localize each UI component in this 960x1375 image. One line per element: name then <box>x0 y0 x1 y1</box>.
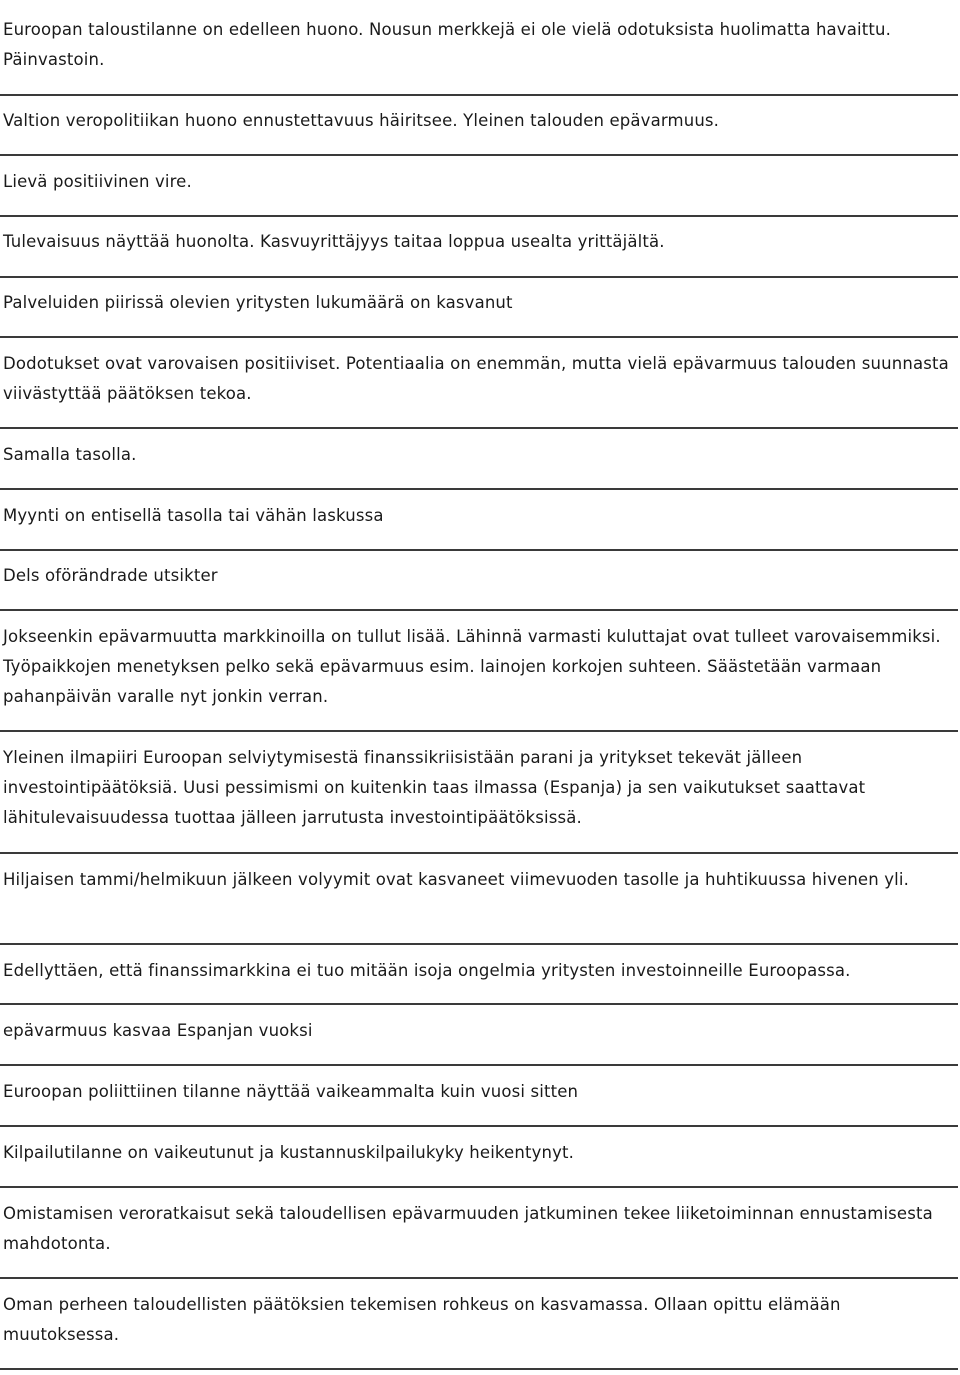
response-text: Edellyttäen, että finanssimarkkina ei tuo mitään isoja ongelmia yritysten investoinneille Euroopassa. <box>3 961 851 980</box>
row-divider <box>0 1368 958 1370</box>
row-divider <box>0 852 958 854</box>
row-divider <box>0 609 958 611</box>
row-divider <box>0 1125 958 1127</box>
row-divider <box>0 549 958 551</box>
response-text: Tulevaisuus näyttää huonolta. Kasvuyrittäjyys taitaa loppua usealta yrittäjältä. <box>3 232 665 251</box>
response-text: Oman perheen taloudellisten päätöksien tekemisen rohkeus on kasvamassa. Ollaan opittu elämään muutoksessa. <box>3 1295 841 1345</box>
row-divider <box>0 943 958 945</box>
row-divider <box>0 730 958 732</box>
row-divider <box>0 94 958 96</box>
response-text: Palveluiden piirissä olevien yritysten lukumäärä on kasvanut <box>3 293 513 312</box>
row-divider <box>0 276 958 278</box>
response-text: Dodotukset ovat varovaisen positiiviset. Potentiaalia on enemmän, mutta vielä epävarmuus talouden suunnasta viivästyttää päätöksen tekoa. <box>3 354 949 404</box>
response-text: Hiljaisen tammi/helmikuun jälkeen volyymit ovat kasvaneet viimevuoden tasolle ja huhtikuussa hivenen yli. <box>3 870 910 889</box>
response-text: Euroopan taloustilanne on edelleen huono. Nousun merkkejä ei ole vielä odotuksista huolimatta havaittu. Päinvastoin. <box>3 20 891 70</box>
row-divider <box>0 1186 958 1188</box>
row-divider <box>0 1277 958 1279</box>
response-text: Yleinen ilmapiiri Euroopan selviytymisestä finanssikriisistään parani ja yritykset tekevät jälleen investointipäätöksiä. Uusi pessimismi on kuitenkin taas ilmassa (Espanja) ja sen vaikutukset saattavat lähitulevaisuudessa tuottaa jälleen jarrutusta investointipäätöksissä. <box>3 748 866 828</box>
response-text: Dels oförändrade utsikter <box>3 566 218 585</box>
row-divider <box>0 1064 958 1066</box>
row-divider <box>0 488 958 490</box>
row-divider <box>0 215 958 217</box>
row-divider <box>0 427 958 429</box>
response-text: Lievä positiivinen vire. <box>3 172 192 191</box>
response-text: Valtion veropolitiikan huono ennustettavuus häiritsee. Yleinen talouden epävarmuus. <box>3 111 720 130</box>
response-text: Jokseenkin epävarmuutta markkinoilla on tullut lisää. Lähinnä varmasti kuluttajat ovat tulleet varovaisemmiksi. Työpaikkojen menetyksen pelko sekä epävarmuus esim. lainojen korkojen suhteen. Säästetään varmaan pahanpäivän varalle nyt jonkin verran. <box>3 627 941 707</box>
response-text: Euroopan poliittiinen tilanne näyttää vaikeammalta kuin vuosi sitten <box>3 1082 579 1101</box>
row-divider <box>0 154 958 156</box>
row-divider <box>0 336 958 338</box>
response-text: Samalla tasolla. <box>3 445 137 464</box>
response-text: epävarmuus kasvaa Espanjan vuoksi <box>3 1021 313 1040</box>
row-divider <box>0 1003 958 1005</box>
response-text: Omistamisen veroratkaisut sekä taloudellisen epävarmuuden jatkuminen tekee liiketoiminnan ennustamisesta mahdotonta. <box>3 1204 933 1254</box>
response-text: Myynti on entisellä tasolla tai vähän laskussa <box>3 506 384 525</box>
response-text: Kilpailutilanne on vaikeutunut ja kustannuskilpailukyky heikentynyt. <box>3 1143 575 1162</box>
